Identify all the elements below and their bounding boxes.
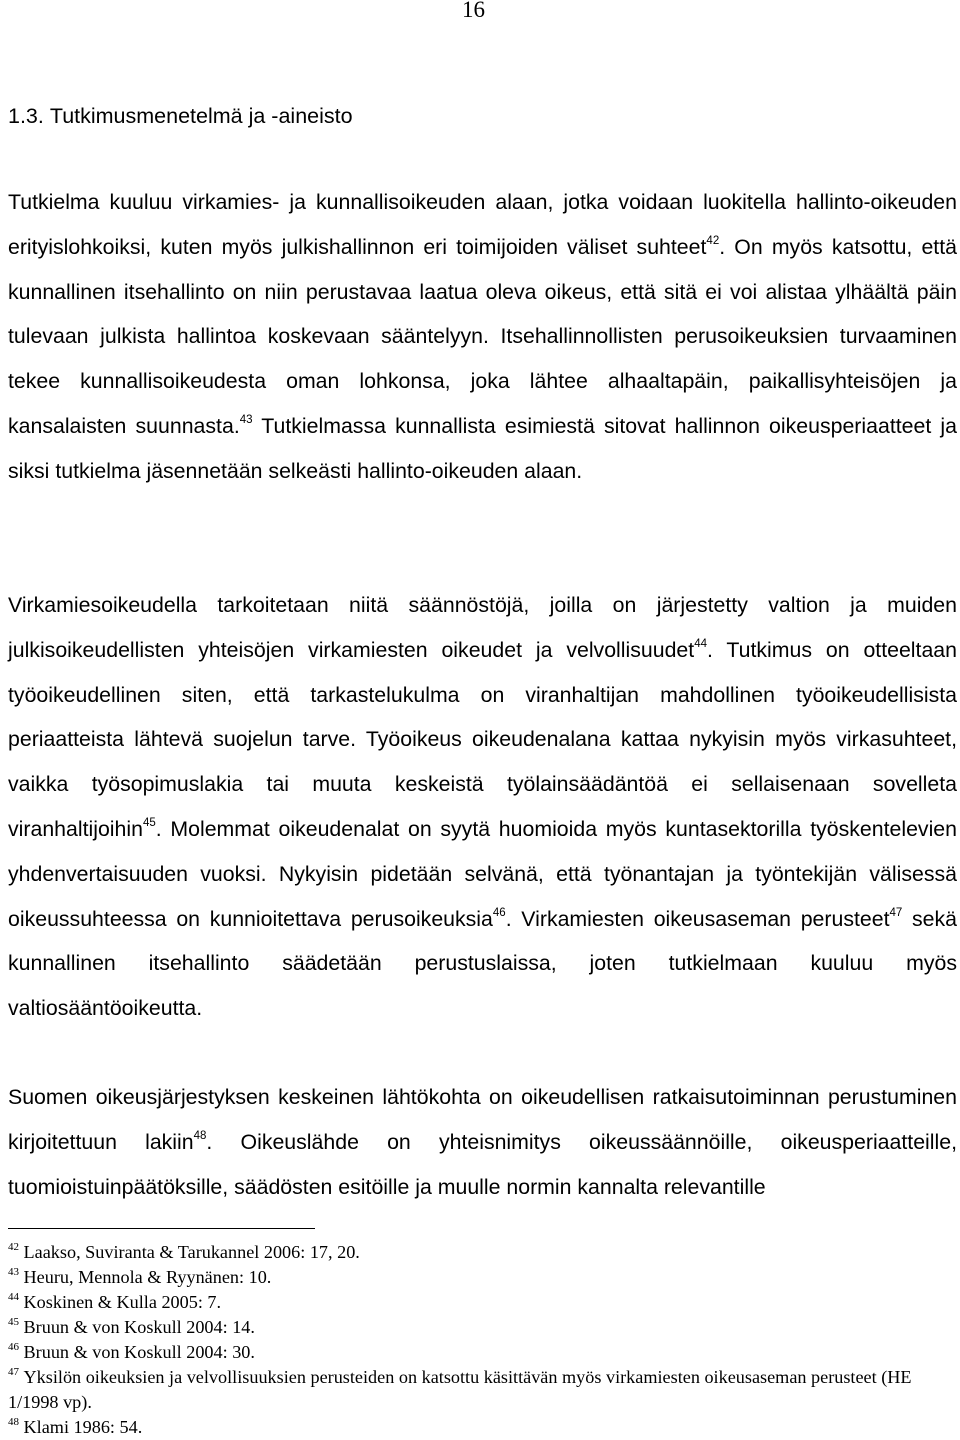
footnote-number: 48 [8, 1416, 19, 1428]
text-run: . On myös katsottu, että kunnallinen itsehallinto on niin perustavaa laatua oleva oikeus, että sitä ei voi alistaa ylhäältä päin tulevaan julkista hallintoa koskevaan sääntelyyn. Itsehallinnollisten perusoikeuksien turvaaminen tekee kunnallisoikeudesta oman lohkonsa, joka lähtee alhaaltapäin, paikallisyhteisöjen ja kansalaisten suunnasta. [8, 234, 957, 438]
page-number: 16 [462, 0, 485, 22]
text-run: . Molemmat oikeudenalat on syytä huomioida myös kuntasektorilla työskentelevien yhdenvertaisuuden vuoksi. Nykyisin pidetään selvänä, että työnantajan ja työntekijän välisessä oikeussuhteessa on kunnioitettava perusoikeuksia [8, 816, 957, 931]
footnote-ref-47[interactable]: 47 [889, 906, 903, 919]
text-run: . Oikeuslähde on yhteisnimitys oikeussäännöille, oikeusperiaatteille, tuomioistuinpäätöksille, säädösten esitöille ja muulle normin kannalta relevantille [8, 1129, 957, 1199]
footnote-text: Laakso, Suviranta & Tarukannel 2006: 17, 20. [23, 1242, 360, 1262]
section-number: 1.3. [8, 104, 44, 128]
footnote-number: 43 [8, 1266, 19, 1278]
footnotes [8, 1240, 958, 1440]
footnote-text: Heuru, Mennola & Ryynänen: 10. [23, 1267, 272, 1287]
footnote-text: Bruun & von Koskull 2004: 30. [23, 1342, 255, 1362]
footnote-ref-45[interactable]: 45 [142, 816, 156, 829]
paragraph-1 [8, 180, 957, 494]
text-run: Suomen oikeusjärjestyksen keskeinen lähtökohta on oikeudellisen ratkaisutoiminnan perustuminen kirjoitettuun lakiin [8, 1085, 957, 1154]
footnote-ref-44[interactable]: 44 [694, 637, 707, 650]
text-run: Tutkielmassa kunnallista esimiestä sitovat hallinnon oikeusperiaatteet ja siksi tutkielma jäsennetään selkeästi hallinto-oikeuden alaan. [8, 413, 957, 483]
footnote-separator [8, 1228, 315, 1229]
text-run: . Virkamiesten oikeusaseman perusteet [505, 906, 890, 931]
footnote-ref-43[interactable]: 43 [239, 413, 253, 426]
footnote-text: Koskinen & Kulla 2005: 7. [23, 1292, 222, 1312]
footnote-number: 46 [8, 1341, 19, 1353]
section-title: Tutkimusmenetelmä ja -aineisto [49, 104, 353, 128]
footnote-43 [8, 1265, 958, 1290]
text-run: Virkamiesoikeudella tarkoitetaan niitä säännöstöjä, joilla on järjestetty valtion ja muiden julkisoikeudellisten yhteisöjen virkamiesten oikeudet ja velvollisuudet [8, 593, 957, 662]
footnote-42 [8, 1240, 958, 1265]
paragraph-3 [8, 1075, 957, 1209]
text-run: . Tutkimus on otteeltaan työoikeudellinen siten, että tarkastelukulma on viranhaltijan mahdollinen työoikeudellisista periaatteista lähtevä suojelun tarve. Työoikeus oikeudenalana kattaa nykyisin myös virkasuhteet, vaikka työsopimuslakia tai muuta keskeistä työlainsäädäntöä ei sellaisenaan sovelleta viranhaltijoihin [8, 637, 957, 841]
footnote-45 [8, 1315, 958, 1340]
section-heading [8, 98, 353, 134]
footnote-text: Bruun & von Koskull 2004: 14. [23, 1317, 255, 1337]
paragraph-2 [8, 583, 957, 1031]
footnote-ref-48[interactable]: 48 [193, 1129, 207, 1142]
footnote-48 [8, 1415, 958, 1440]
footnote-ref-42[interactable]: 42 [706, 234, 720, 247]
footnote-number: 47 [8, 1366, 19, 1378]
text-run: Tutkielma kuuluu virkamies- ja kunnallisoikeuden alaan, jotka voidaan luokitella hallinto-oikeuden erityislohkoiksi, kuten myös julkishallinnon eri toimijoiden väliset suhteet [8, 190, 957, 259]
footnote-number: 44 [8, 1291, 19, 1303]
footnote-47 [8, 1365, 958, 1415]
footnote-text: Yksilön oikeuksien ja velvollisuuksien perusteiden on katsottu käsittävän myös virkamiesten oikeusaseman perusteet (HE 1/1998 vp). [8, 1367, 912, 1412]
footnote-44 [8, 1290, 958, 1315]
footnote-46 [8, 1340, 958, 1365]
footnote-number: 45 [8, 1316, 19, 1328]
footnote-number: 42 [8, 1241, 19, 1253]
footnote-text: Klami 1986: 54. [23, 1417, 143, 1437]
footnote-ref-46[interactable]: 46 [492, 906, 506, 919]
text-run: sekä kunnallinen itsehallinto säädetään perustuslaissa, joten tutkielmaan kuuluu myös valtiosääntöoikeutta. [8, 906, 957, 1021]
